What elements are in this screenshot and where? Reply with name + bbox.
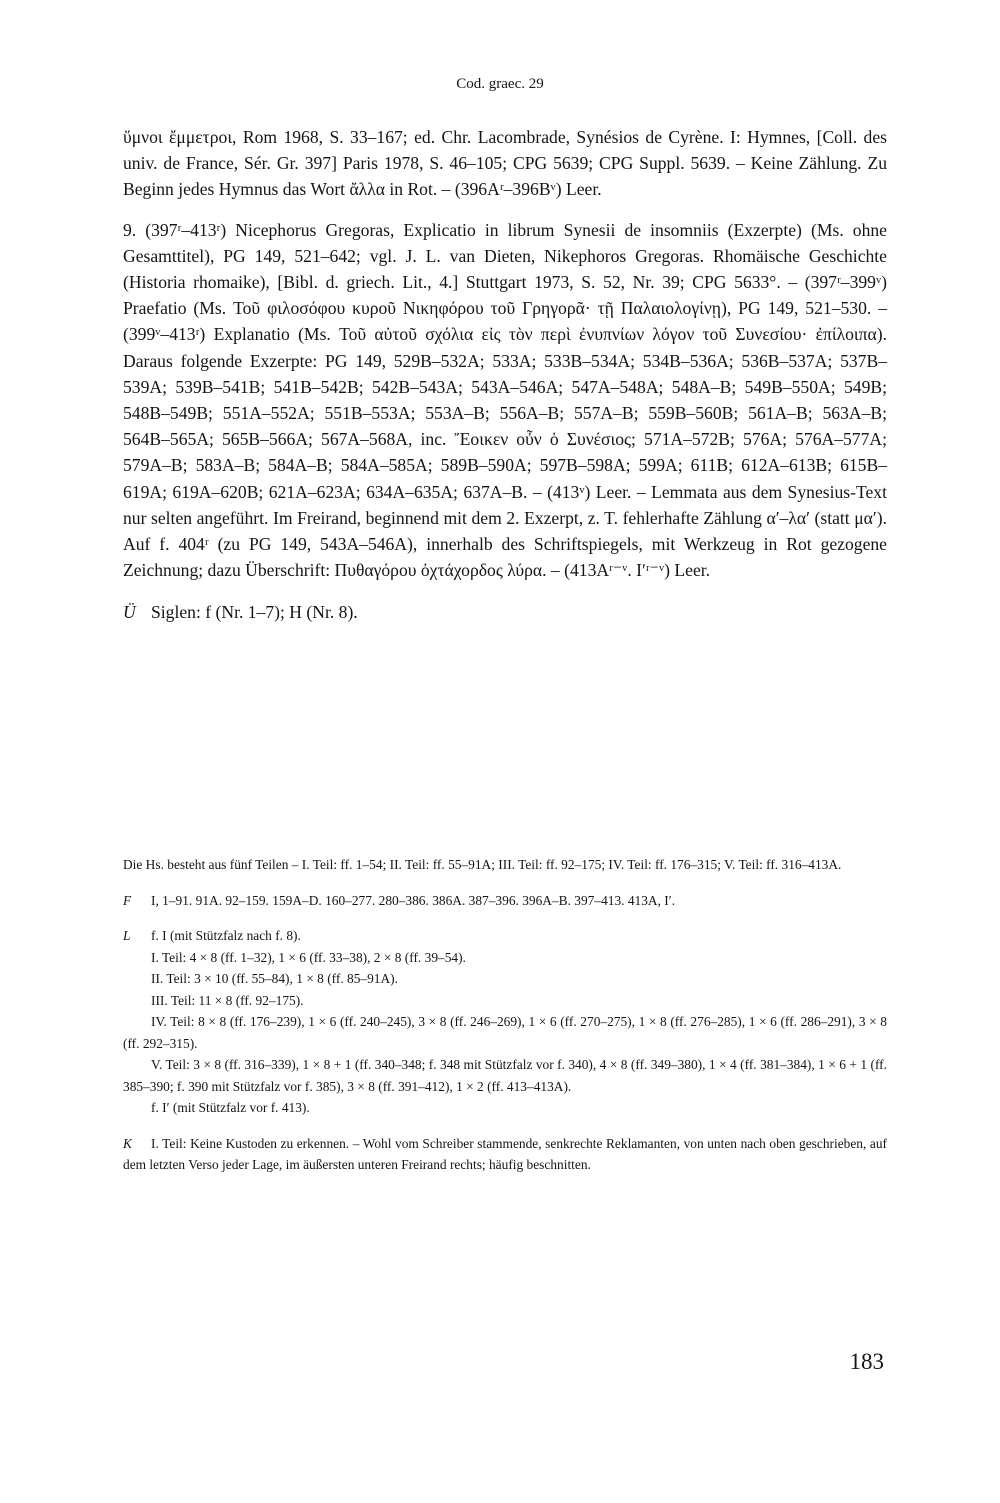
running-title: Cod. graec. 29 xyxy=(456,76,544,92)
foliation-section xyxy=(123,890,887,912)
foliation-text: I, 1–91. 91A. 92–159. 159A–D. 160–277. 280–386. 386A. 387–396. 396A–B. 397–413. 413A, I′. xyxy=(151,892,676,908)
parts-intro: Die Hs. besteht aus fünf Teilen – I. Teil: ff. 1–54; II. Teil: ff. 55–91A; III. Teil: ff. 92–175; IV. Teil: ff. 176–315; V. Teil: ff. 316–413A. xyxy=(123,857,842,872)
siglen-text: Siglen: f (Nr. 1–7); H (Nr. 8). xyxy=(151,602,358,623)
foliation-label: F xyxy=(123,892,132,908)
layers-label: L xyxy=(123,928,131,943)
main-text xyxy=(123,124,887,626)
custodes-text: I. Teil: Keine Kustoden zu erkennen. – Wohl vom Schreiber stammende, senkrechte Reklamanten, von unten nach oben geschrieben, auf dem letzten Verso jeder Lage, im äußersten unteren Freirand rechts; häufig beschnitten. xyxy=(123,1135,887,1172)
layers-line-7: f. I′ (mit Stützfalz vor f. 413). xyxy=(151,1100,310,1115)
siglen-label: Ü xyxy=(123,602,136,623)
layers-line-3: II. Teil: 3 × 10 (ff. 55–84), 1 × 8 (ff. 85–91A). xyxy=(151,971,398,986)
entry-9: 9. (397ʳ–413ʳ) Nicephorus Gregoras, Explicatio in librum Synesii de insomniis (Exzerpte) (Ms. ohne Gesamttitel), PG 149, 521–642; vgl. J. L. van Dieten, Nikephoros Gregoras. Rhomäische Geschichte (Historia rhomaike), [Bibl. d. griech. Lit., 4.] Stuttgart 1973, S. 52, Nr. 39; CPG 5633°. – (397ʳ–399ᵛ) Praefatio (Ms. Τοῦ φιλοσόφου κυροῦ Νικηφόρου τοῦ Γρηγορᾶ· τῇ Παλαιολογίνῃ), PG 149, 521–530. – (399ᵛ–413ʳ) Explanatio (Ms. Τοῦ αὐτοῦ σχόλια εἰς τὸν περὶ ἐνυπνίων λόγον τοῦ Συνεσίου· ἐπίλοιπα). Daraus folgende Exzerpte: PG 149, 529B–532A; 533A; 533B–534A; 534B–536A; 536B–537A; 537B–539A; 539B–541B; 541B–542B; 542B–543A; 543A–546A; 547A–548A; 548A–B; 549B–550A; 549B; 548B–549B; 551A–552A; 551B–553A; 553A–B; 556A–B; 557A–B; 559B–560B; 561A–B; 563A–B; 564B–565A; 565B–566A; 567A–568A, inc. Ἔοικεν οὖν ὁ Συνέσιος; 571A–572B; 576A; 576A–577A; 579A–B; 583A–B; 584A–B; 584A–585A; 589B–590A; 597B–598A; 599A; 611B; 612A–613B; 615B–619A; 619A–620B; 621A–623A; 634A–635A; 637A–B. – (413ᵛ) Leer. – Lemmata aus dem Synesius-Text nur selten angeführt. Im Freirand, beginnend mit dem 2. Exzerpt, z. T. fehlerhafte Zählung α′–λα′ (statt μα′). Auf f. 404ʳ (zu PG 149, 543A–546A), innerhalb des Schriftspiegels, mit Werkzeug in Rot gezogene Zeichnung; dazu Überschrift: Πυθαγόρου ὀχτάχορδος λύρα. – (413Aʳ⁻ᵛ. Iʹʳ⁻ᵛ) Leer. xyxy=(123,219,887,581)
layers-line-2: I. Teil: 4 × 8 (ff. 1–32), 1 × 6 (ff. 33–38), 2 × 8 (ff. 39–54). xyxy=(151,949,466,965)
layers-line-1: f. I (mit Stützfalz nach f. 8). xyxy=(151,928,301,943)
page-number: 183 xyxy=(849,1349,884,1374)
layers-section xyxy=(123,925,887,947)
layers-line-5: IV. Teil: 8 × 8 (ff. 176–239), 1 × 6 (ff. 240–245), 3 × 8 (ff. 246–269), 1 × 6 (ff. 270–275), 1 × 8 (ff. 276–285), 1 × 6 (ff. 286–291), 3 × 8 (ff. 292–315). xyxy=(123,1014,887,1051)
custodes-section xyxy=(123,1133,887,1176)
custodes-label: K xyxy=(123,1135,132,1151)
codicological-description xyxy=(123,854,887,1176)
layers-line-4: III. Teil: 11 × 8 (ff. 92–175). xyxy=(151,992,304,1008)
layers-line-6: V. Teil: 3 × 8 (ff. 316–339), 1 × 8 + 1 (ff. 340–348; f. 348 mit Stützfalz vor f. 340), 4 × 8 (ff. 349–380), 1 × 4 (ff. 381–384), 1 × 6 + 1 (ff. 385–390; f. 390 mit Stützfalz vor f. 385), 3 × 8 (ff. 391–412), 1 × 2 (ff. 413–413A). xyxy=(123,1057,887,1094)
siglen-line xyxy=(123,599,887,625)
hymns-paragraph-continuation: ὕμνοι ἔμμετροι, Rom 1968, S. 33–167; ed. Chr. Lacombrade, Synésios de Cyrène. I: Hymnes, [Coll. des univ. de France, Sér. Gr. 397] Paris 1978, S. 46–105; CPG 5639; CPG Suppl. 5639. – Keine Zählung. Zu Beginn jedes Hymnus das Wort ἄλλα in Rot. – (396Aʳ–396Bᵛ) Leer. xyxy=(123,127,887,200)
